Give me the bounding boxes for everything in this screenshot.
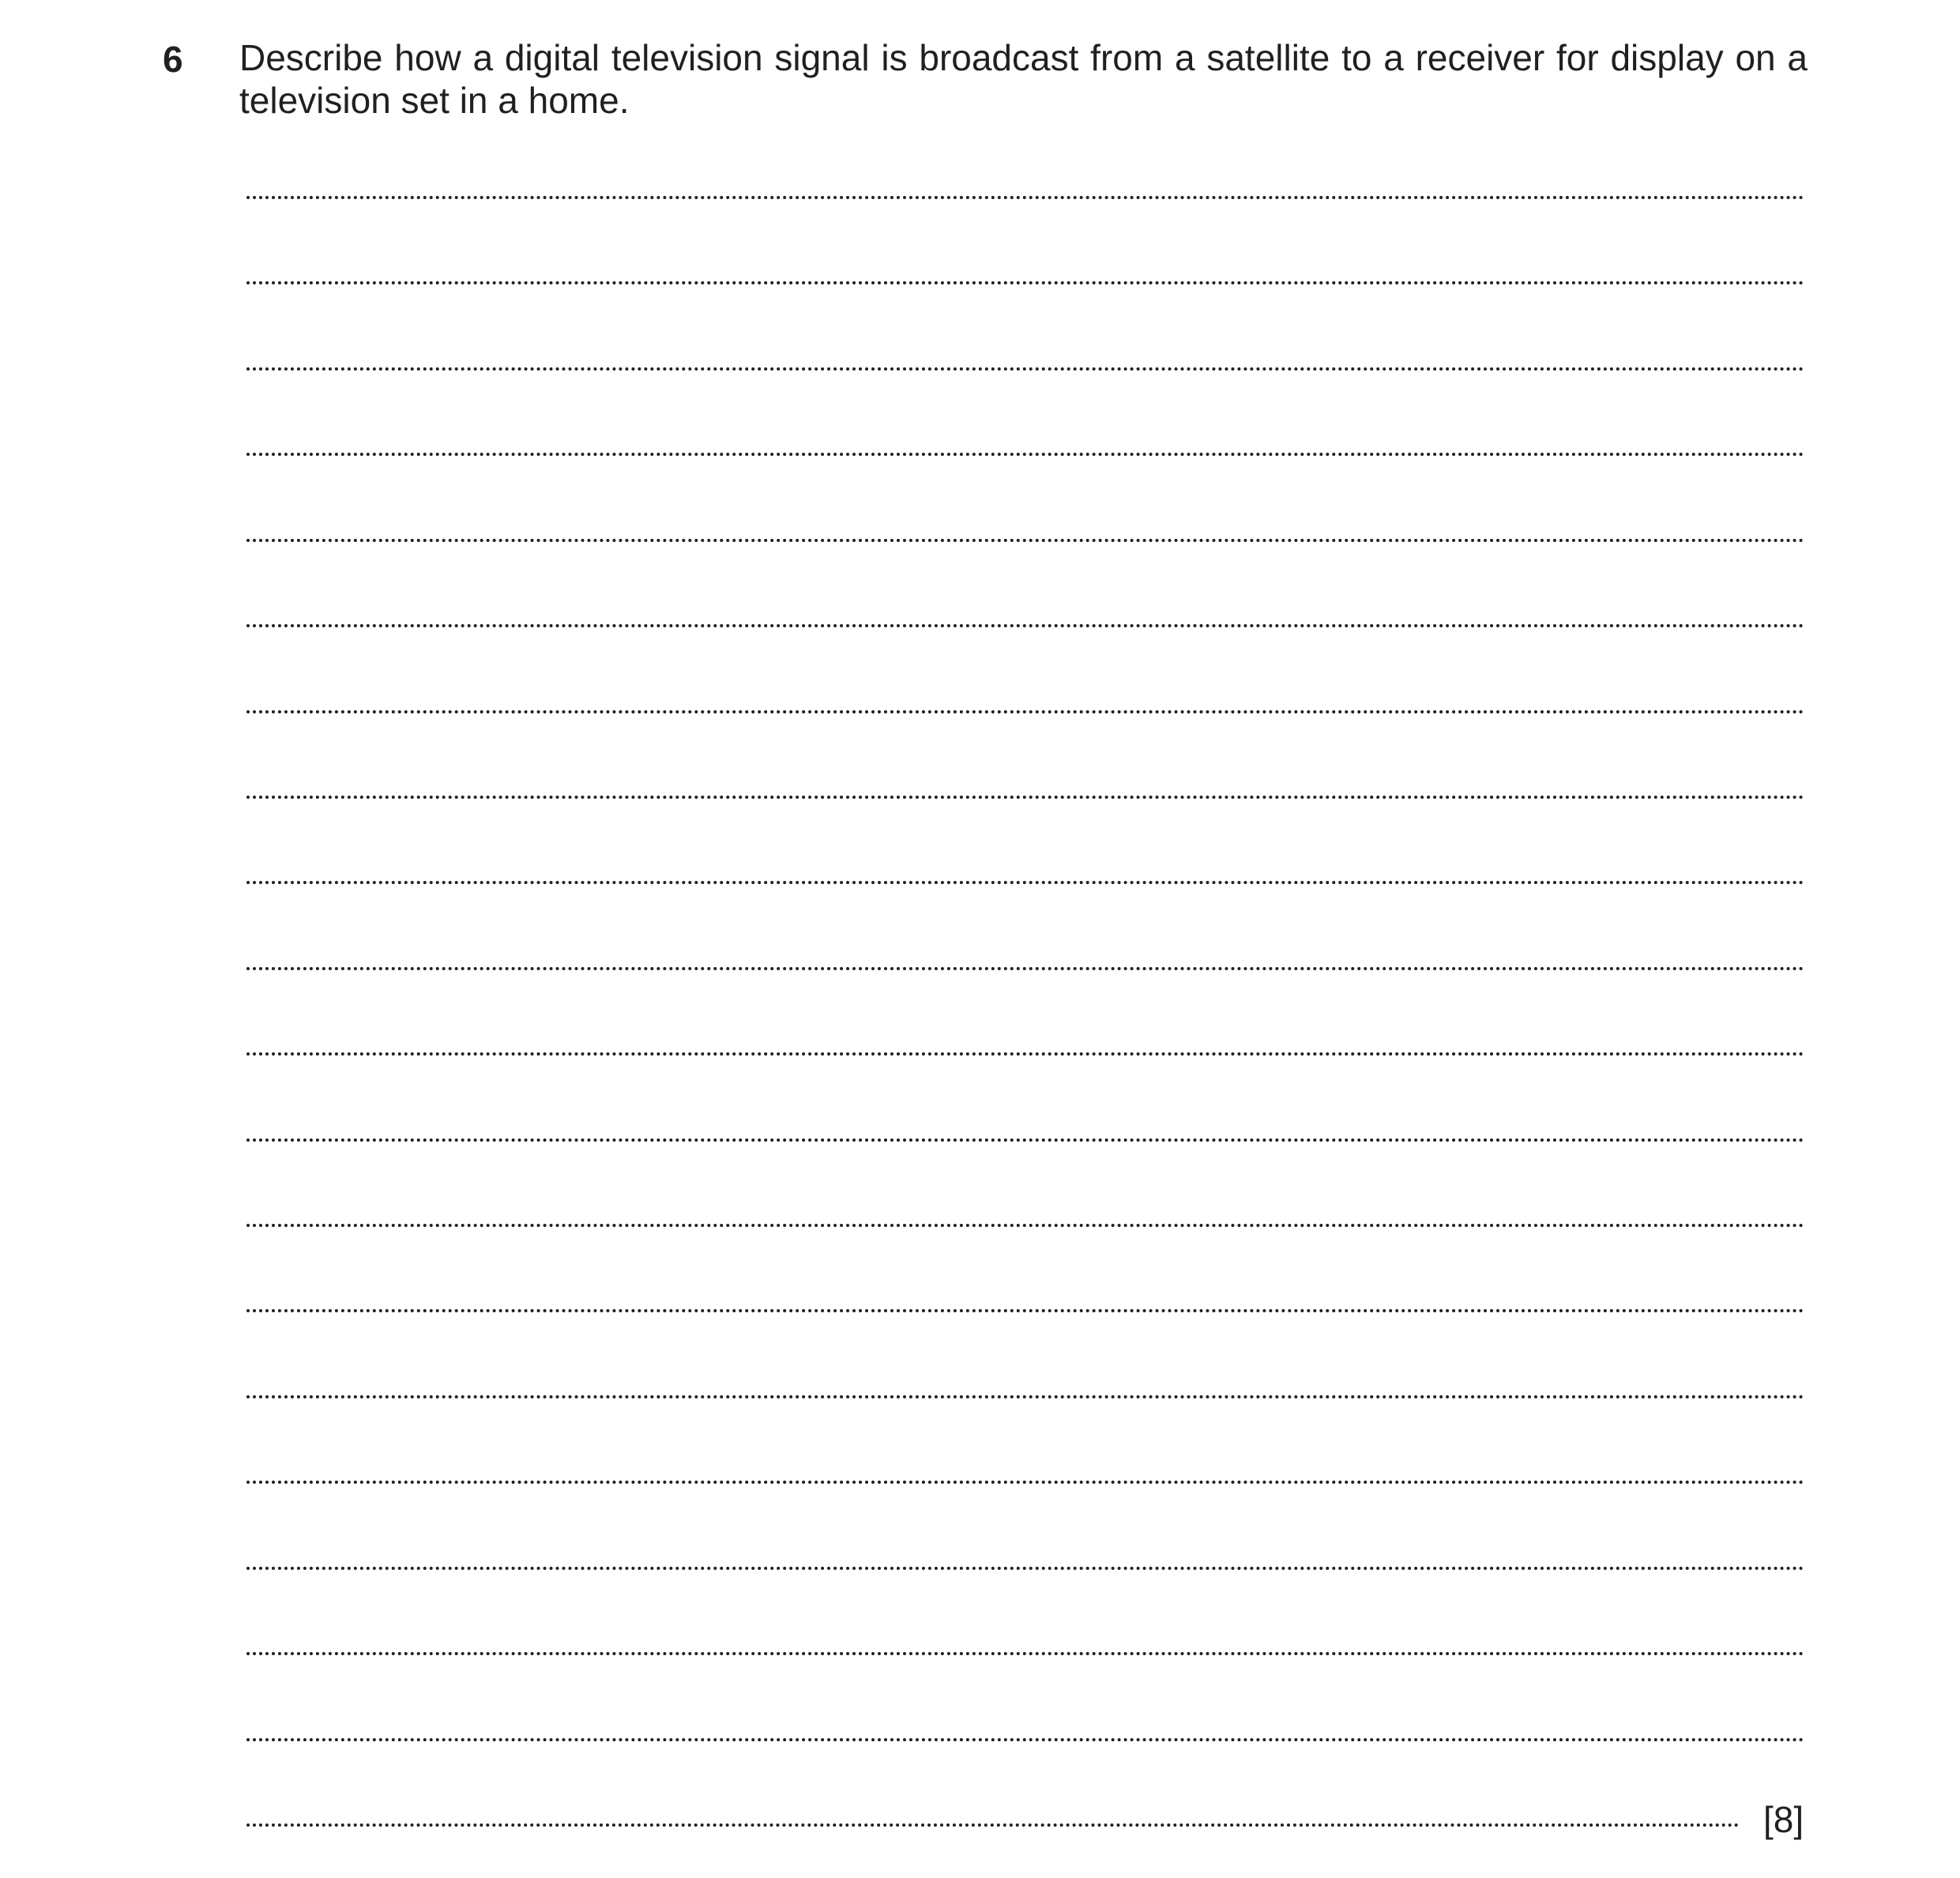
answer-line[interactable] <box>246 1738 1804 1741</box>
answer-line[interactable] <box>246 796 1804 799</box>
answer-line[interactable] <box>246 539 1804 542</box>
answer-line[interactable] <box>246 1481 1804 1484</box>
answer-line[interactable] <box>246 453 1804 456</box>
answer-line[interactable] <box>246 881 1804 884</box>
answer-line[interactable] <box>246 281 1804 284</box>
answer-lines[interactable] <box>246 0 1804 1878</box>
question-number: 6 <box>163 39 183 80</box>
answer-line[interactable] <box>246 1652 1804 1655</box>
answer-line[interactable] <box>246 1309 1804 1312</box>
answer-line[interactable] <box>246 367 1804 371</box>
answer-line[interactable] <box>246 1395 1804 1398</box>
answer-line[interactable] <box>246 1567 1804 1570</box>
answer-line[interactable] <box>246 1138 1804 1142</box>
answer-line[interactable] <box>246 624 1804 627</box>
answer-line[interactable] <box>246 196 1804 199</box>
answer-line[interactable] <box>246 1224 1804 1227</box>
answer-line[interactable] <box>246 1823 1740 1827</box>
question-text: Describe how a digital television signal is broadcast from a satellite to a receiver for display on a television set in a home. <box>239 37 1808 121</box>
answer-line[interactable] <box>246 710 1804 713</box>
marks-label: [8] <box>1763 1799 1804 1840</box>
answer-line[interactable] <box>246 967 1804 970</box>
answer-line[interactable] <box>246 1052 1804 1056</box>
